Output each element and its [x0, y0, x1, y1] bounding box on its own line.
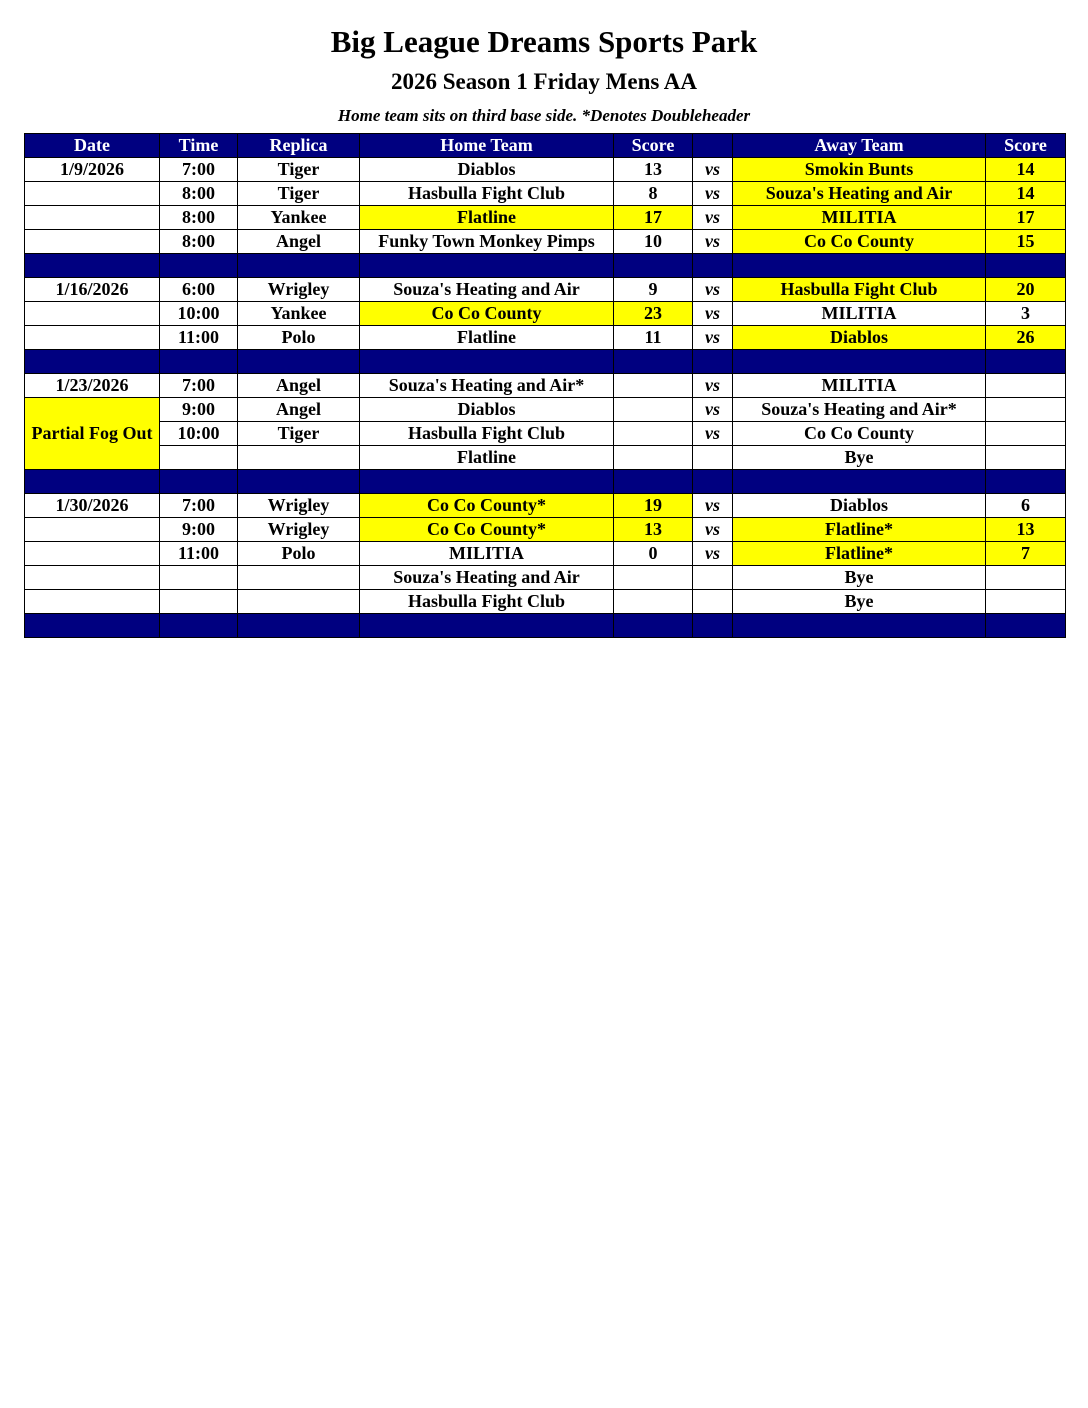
home-team-cell: Co Co County* [360, 518, 614, 542]
table-row [25, 230, 1066, 254]
vs-cell: vs [693, 158, 733, 182]
away-score-cell [986, 398, 1066, 422]
away-score-cell [986, 446, 1066, 470]
home-team-cell: Diablos [360, 158, 614, 182]
header-row [25, 134, 1066, 158]
date-cell [25, 566, 160, 590]
home-score-cell [614, 422, 693, 446]
replica-cell [238, 566, 360, 590]
separator-cell [614, 614, 693, 638]
date-header: Date [25, 134, 160, 158]
date-cell [25, 542, 160, 566]
time-cell [160, 566, 238, 590]
home-score-cell: 23 [614, 302, 693, 326]
away-score-cell: 3 [986, 302, 1066, 326]
time-cell: 8:00 [160, 206, 238, 230]
replica-cell: Wrigley [238, 518, 360, 542]
away-score-cell: 14 [986, 182, 1066, 206]
date-cell [25, 518, 160, 542]
home-score-cell: 13 [614, 518, 693, 542]
table-row [25, 422, 1066, 446]
separator-cell [160, 470, 238, 494]
replica-header: Replica [238, 134, 360, 158]
time-header: Time [160, 134, 238, 158]
separator-cell [733, 254, 986, 278]
away-team-cell: Diablos [733, 494, 986, 518]
home-team-cell: Souza's Heating and Air [360, 566, 614, 590]
home-team-cell: Hasbulla Fight Club [360, 182, 614, 206]
date-cell: 1/16/2026 [25, 278, 160, 302]
away-team-cell: Smokin Bunts [733, 158, 986, 182]
vs-cell: vs [693, 542, 733, 566]
home-team-cell: Souza's Heating and Air* [360, 374, 614, 398]
time-cell: 9:00 [160, 518, 238, 542]
replica-cell: Angel [238, 374, 360, 398]
home-team-cell: Souza's Heating and Air [360, 278, 614, 302]
away-team-cell: Bye [733, 446, 986, 470]
away-team-cell: MILITIA [733, 206, 986, 230]
time-cell: 10:00 [160, 302, 238, 326]
replica-cell: Wrigley [238, 494, 360, 518]
away-team-header: Away Team [733, 134, 986, 158]
table-row [25, 182, 1066, 206]
separator-cell [986, 350, 1066, 374]
replica-cell: Yankee [238, 302, 360, 326]
separator-cell [238, 470, 360, 494]
home-team-cell: Hasbulla Fight Club [360, 422, 614, 446]
away-score-cell [986, 374, 1066, 398]
home-score-cell: 13 [614, 158, 693, 182]
away-score-cell: 14 [986, 158, 1066, 182]
table-row [25, 542, 1066, 566]
time-cell [160, 590, 238, 614]
date-cell: 1/9/2026 [25, 158, 160, 182]
vs-cell [693, 566, 733, 590]
table-row [25, 446, 1066, 470]
table-row [25, 398, 1066, 422]
away-score-cell [986, 566, 1066, 590]
separator-cell [733, 470, 986, 494]
home-team-cell: Diablos [360, 398, 614, 422]
table-row [25, 494, 1066, 518]
schedule-body [25, 158, 1066, 638]
time-cell: 9:00 [160, 398, 238, 422]
away-team-cell: Bye [733, 566, 986, 590]
vs-cell [693, 590, 733, 614]
vs-cell: vs [693, 182, 733, 206]
replica-cell: Tiger [238, 182, 360, 206]
separator-cell [360, 350, 614, 374]
home-score-cell [614, 446, 693, 470]
home-team-cell: Co Co County* [360, 494, 614, 518]
away-score-cell: 6 [986, 494, 1066, 518]
home-team-cell: Flatline [360, 206, 614, 230]
home-score-cell: 17 [614, 206, 693, 230]
separator-cell [693, 350, 733, 374]
date-cell: 1/30/2026 [25, 494, 160, 518]
date-cell: 1/23/2026 [25, 374, 160, 398]
separator-cell [25, 350, 160, 374]
separator-cell [160, 350, 238, 374]
date-cell [25, 230, 160, 254]
table-row [25, 374, 1066, 398]
away-score-cell [986, 590, 1066, 614]
vs-cell: vs [693, 422, 733, 446]
vs-cell: vs [693, 278, 733, 302]
away-team-cell: Co Co County [733, 422, 986, 446]
vs-cell: vs [693, 206, 733, 230]
separator-cell [160, 254, 238, 278]
separator-cell [614, 470, 693, 494]
separator-cell [360, 470, 614, 494]
separator-cell [614, 254, 693, 278]
separator-cell [733, 614, 986, 638]
away-team-cell: Flatline* [733, 518, 986, 542]
doubleheader-note: Home team sits on third base side. *Denotes Doubleheader [337, 106, 751, 125]
away-team-cell: Flatline* [733, 542, 986, 566]
page-subtitle: 2026 Season 1 Friday Mens AA [390, 69, 698, 94]
home-score-cell: 10 [614, 230, 693, 254]
away-score-header: Score [986, 134, 1066, 158]
week-separator-row [25, 470, 1066, 494]
separator-cell [693, 470, 733, 494]
away-score-cell: 17 [986, 206, 1066, 230]
vs-cell: vs [693, 398, 733, 422]
page-title: Big League Dreams Sports Park [330, 24, 758, 59]
home-score-cell: 11 [614, 326, 693, 350]
time-cell: 7:00 [160, 158, 238, 182]
home-team-header: Home Team [360, 134, 614, 158]
separator-cell [25, 254, 160, 278]
replica-cell [238, 590, 360, 614]
home-score-cell: 8 [614, 182, 693, 206]
time-cell: 11:00 [160, 542, 238, 566]
home-score-cell: 0 [614, 542, 693, 566]
fog-out-note: Partial Fog Out [25, 398, 160, 470]
replica-cell: Angel [238, 230, 360, 254]
replica-cell: Tiger [238, 158, 360, 182]
home-team-cell: Co Co County [360, 302, 614, 326]
away-score-cell [986, 422, 1066, 446]
home-score-header: Score [614, 134, 693, 158]
away-team-cell: Souza's Heating and Air [733, 182, 986, 206]
away-team-cell: Diablos [733, 326, 986, 350]
home-team-cell: Flatline [360, 446, 614, 470]
separator-cell [986, 614, 1066, 638]
date-cell [25, 182, 160, 206]
date-cell [25, 302, 160, 326]
separator-cell [693, 254, 733, 278]
away-team-cell: Souza's Heating and Air* [733, 398, 986, 422]
replica-cell: Tiger [238, 422, 360, 446]
away-score-cell: 20 [986, 278, 1066, 302]
table-row [25, 278, 1066, 302]
away-team-cell: MILITIA [733, 374, 986, 398]
replica-cell: Yankee [238, 206, 360, 230]
separator-cell [238, 254, 360, 278]
replica-cell: Angel [238, 398, 360, 422]
time-cell: 7:00 [160, 494, 238, 518]
away-team-cell: Co Co County [733, 230, 986, 254]
separator-cell [25, 614, 160, 638]
away-score-cell: 13 [986, 518, 1066, 542]
separator-cell [986, 470, 1066, 494]
home-team-cell: Hasbulla Fight Club [360, 590, 614, 614]
date-cell [25, 326, 160, 350]
replica-cell: Wrigley [238, 278, 360, 302]
home-score-cell [614, 590, 693, 614]
table-row [25, 590, 1066, 614]
away-team-cell: Bye [733, 590, 986, 614]
vs-cell: vs [693, 302, 733, 326]
replica-cell: Polo [238, 542, 360, 566]
time-cell: 7:00 [160, 374, 238, 398]
table-row [25, 566, 1066, 590]
time-cell [160, 446, 238, 470]
home-team-cell: Flatline [360, 326, 614, 350]
separator-cell [25, 470, 160, 494]
home-team-cell: Funky Town Monkey Pimps [360, 230, 614, 254]
away-score-cell: 7 [986, 542, 1066, 566]
vs-cell: vs [693, 494, 733, 518]
schedule-table [24, 133, 1066, 638]
away-team-cell: Hasbulla Fight Club [733, 278, 986, 302]
separator-cell [733, 350, 986, 374]
home-score-cell: 19 [614, 494, 693, 518]
table-row [25, 158, 1066, 182]
separator-cell [360, 614, 614, 638]
away-team-cell: MILITIA [733, 302, 986, 326]
table-row [25, 518, 1066, 542]
away-score-cell: 15 [986, 230, 1066, 254]
vs-cell: vs [693, 230, 733, 254]
home-score-cell [614, 374, 693, 398]
separator-cell [238, 614, 360, 638]
vs-cell: vs [693, 374, 733, 398]
replica-cell: Polo [238, 326, 360, 350]
vs-header [693, 134, 733, 158]
time-cell: 11:00 [160, 326, 238, 350]
home-score-cell [614, 566, 693, 590]
time-cell: 8:00 [160, 230, 238, 254]
time-cell: 10:00 [160, 422, 238, 446]
home-score-cell: 9 [614, 278, 693, 302]
week-separator-row [25, 614, 1066, 638]
date-cell [25, 206, 160, 230]
separator-cell [693, 614, 733, 638]
home-score-cell [614, 398, 693, 422]
table-row [25, 206, 1066, 230]
home-team-cell: MILITIA [360, 542, 614, 566]
separator-cell [238, 350, 360, 374]
time-cell: 6:00 [160, 278, 238, 302]
separator-cell [986, 254, 1066, 278]
table-row [25, 326, 1066, 350]
time-cell: 8:00 [160, 182, 238, 206]
separator-cell [360, 254, 614, 278]
away-score-cell: 26 [986, 326, 1066, 350]
week-separator-row [25, 254, 1066, 278]
replica-cell [238, 446, 360, 470]
vs-cell: vs [693, 326, 733, 350]
date-cell [25, 590, 160, 614]
table-row [25, 302, 1066, 326]
separator-cell [160, 614, 238, 638]
vs-cell: vs [693, 518, 733, 542]
separator-cell [614, 350, 693, 374]
week-separator-row [25, 350, 1066, 374]
vs-cell [693, 446, 733, 470]
